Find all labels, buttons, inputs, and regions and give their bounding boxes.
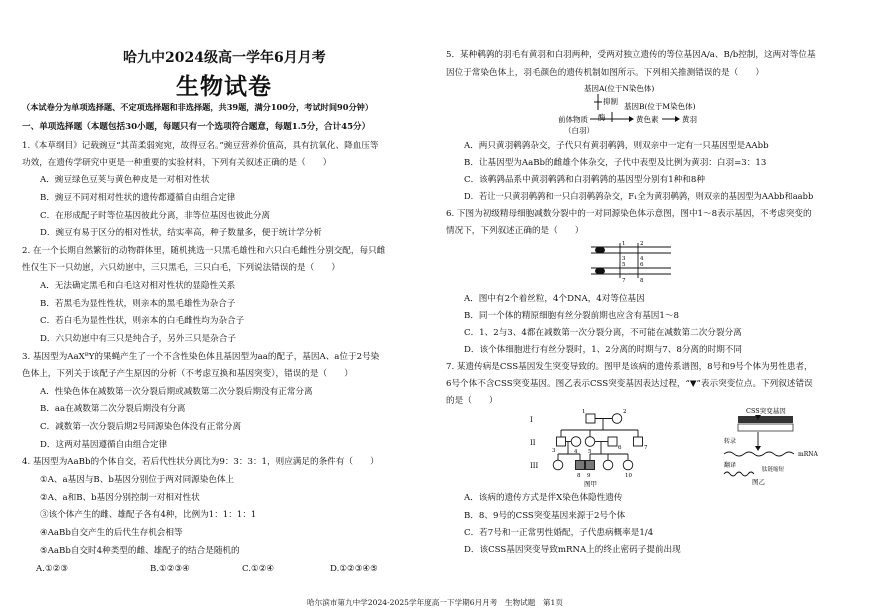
question-stem: 功效，在遗传学研究中更是一种重要的实验材料，下列有关叙述正确的是（ ） — [22, 158, 332, 168]
option-a: A．两只黄羽鹌鹑杂交，子代只有黄羽鹌鹑，则双亲中一定有一只基因型是AAbb — [464, 141, 769, 151]
option-c: C．若白毛为显性性状，则亲本的白毛雌性均为杂合子 — [40, 316, 245, 326]
individual-id: 3 — [552, 448, 556, 454]
question-stem: 性仅生下一只幼崽，六只幼崽中，三只黑毛，三只白毛，下列说法错误的是（ ） — [22, 263, 340, 273]
dna-strand-bottom — [738, 424, 793, 431]
option-a: A．该病的遗传方式是伴X染色体隐性遗传 — [464, 493, 623, 503]
statement-4: ④AaBb自交产生的后代生存机会相等 — [40, 528, 183, 538]
enzyme-label: 酶 — [598, 113, 606, 122]
option-d: D．豌豆有易于区分的相对性状，结实率高，种子数量多，便于统计学分析 — [40, 228, 322, 238]
individual-id: 9 — [587, 473, 591, 479]
option-b: B．让基因型为AaBb的雌雄个体杂交，子代中表型及比例为黄羽：白羽=3：13 — [464, 158, 767, 168]
gene-label: 5 — [622, 262, 626, 268]
page-footer: 哈尔滨市第九中学2024-2025学年度高一下学期6月月考 生物试题 第1页 — [307, 598, 563, 607]
inhibit-label: 抑制 — [603, 97, 618, 106]
precursor-label: 前体物质 — [558, 115, 588, 124]
centromere — [595, 268, 605, 275]
gene-label: 8 — [640, 278, 644, 284]
white-feather-label: （白羽） — [564, 126, 594, 135]
exam-title: 哈九中2024级高一学年6月月考 — [123, 50, 326, 66]
individual-id: 8 — [577, 473, 581, 479]
figure-b-caption: 图乙 — [752, 478, 765, 486]
male-7 — [634, 437, 643, 446]
arrow-head — [755, 446, 761, 451]
pedigree-diagram — [528, 408, 698, 488]
generation-label: I — [530, 416, 533, 424]
male-3 — [557, 437, 566, 446]
option-d: D.①②③④⑤ — [330, 564, 378, 574]
gene-label: 4 — [640, 256, 644, 262]
subject-title: 生物试卷 — [176, 73, 272, 100]
option-c: C．该鹌鹑品系中黄羽鹌鹑和白羽鹌鹑的基因型分别有1种和8种 — [464, 175, 705, 185]
option-d: D．六只幼崽中有三只是纯合子，另外三只是杂合子 — [40, 334, 236, 344]
question-stem: 4. 基因型为AaBb的个体自交，若后代性状分离比为9：3：3：1，则应满足的条件有（ ） — [22, 457, 379, 467]
transcription-label: 转录 — [724, 438, 737, 445]
question-stem: 7. 某遗传病是CSS基因发生突变导致的。图甲是该病的遗传系谱图，8号和9号个体为男性患者， — [446, 362, 813, 372]
individual-id: 5 — [588, 449, 592, 455]
statement-2: ②A、a和B、b基因分别控制一对相对性状 — [40, 493, 200, 503]
male-6 — [608, 437, 617, 446]
option-d: D．该个体细胞进行有丝分裂时，1、2分离的时期与7、8分离的时期不同 — [464, 345, 742, 355]
option-b: B．aa在减数第二次分裂后期没有分离 — [40, 404, 186, 414]
generation-label: II — [530, 439, 536, 447]
question-stem: 2. 在一个长期自然繁衍的动物群体里，随机挑选一只黑毛雄性和六只白毛雌性分别交配，每只雌 — [22, 246, 386, 256]
statement-1: ①A、a基因与B、b基因分别位于两对同源染色体上 — [40, 475, 235, 485]
question-stem: 因位于常染色体上，羽毛颜色的遗传机制如图所示。下列相关推测错误的是（ ） — [446, 68, 764, 78]
option-a: A.①②③ — [36, 564, 69, 574]
generation-label: III — [530, 462, 539, 470]
option-c: C．减数第一次分裂后期2号同源染色体没有正常分离 — [40, 422, 242, 432]
female-iii — [603, 460, 613, 470]
female-iii — [553, 460, 563, 470]
question-stem: 色体上，下列关于该配子产生原因的分析（不考虑互换和基因突变），错误的是（ ） — [22, 369, 353, 379]
css-gene-label: CSS突变基因 — [746, 407, 786, 415]
option-d: D．这两对基因遵循自由组合定律 — [40, 440, 168, 450]
individual-id: 2 — [623, 409, 627, 415]
option-b: B.①②③④ — [150, 564, 190, 574]
gene-label: 7 — [622, 278, 626, 284]
centromere — [595, 247, 605, 254]
gene-label: 6 — [640, 262, 644, 268]
question-stem: 5．某种鹌鹑的羽毛有黄羽和白羽两种，受两对独立遗传的等位基因A/a、B/b控制，这两对等位基 — [446, 50, 816, 60]
individual-id: 1 — [582, 409, 586, 415]
gene-label: 2 — [640, 241, 644, 247]
translation-label: 翻译 — [724, 462, 737, 469]
chromosome-diagram — [586, 238, 676, 288]
figure-a-caption: 图甲 — [584, 480, 597, 488]
male-1 — [586, 414, 595, 423]
option-d: D．若让一只黄羽鹌鹑和一只白羽鹌鹑杂交，F₁全为黄羽鹌鹑，则双亲的基因型为AAbb和aabb — [464, 191, 814, 201]
female-5 — [585, 437, 595, 447]
question-stem: 1.《本草纲目》记载豌豆“其苗柔弱宛宛，故得豆名。”豌豆营养价值高，具有抗氧化、降血压等 — [22, 141, 379, 151]
question-stem: 情况下，下列叙述正确的是（ ） — [446, 226, 584, 236]
affected-male-8 — [576, 461, 585, 470]
question-stem: 的是（ ） — [446, 396, 498, 406]
question-stem: 6号个体不含CSS突变基因。图乙表示CSS突变基因表达过程，“▼”表示突变位点。下列叙述错误 — [446, 379, 813, 389]
female-2 — [612, 414, 622, 424]
option-a: A．图中有2个着丝粒，4个DNA，4对等位基因 — [464, 294, 645, 304]
question-stem: 3. 基因型为AaXᴮY的果蝇产生了一个不含性染色体且基因型为aa的配子，基因A、a位于2号染 — [22, 352, 380, 362]
question-stem: 6. 下图为初级精母细胞减数分裂中的一对同源染色体示意图，图中1～8表示基因，不考虑突变的 — [446, 209, 812, 219]
individual-id: 7 — [644, 445, 648, 451]
individual-id: 4 — [574, 449, 578, 455]
statement-5: ⑤AaBb自交时4种类型的雌、雄配子的结合是随机的 — [40, 546, 240, 556]
option-c: C．若7号和一正常男性婚配，子代患病概率是1/4 — [464, 528, 654, 538]
arrow-head — [629, 116, 634, 122]
gene-label: 1 — [622, 241, 626, 247]
option-b: B．8、9号的CSS突变基因来源于2号个体 — [464, 511, 626, 521]
mrna-strand — [724, 452, 794, 456]
section-heading: 一、单项选择题（本题包括30小题，每题只有一个选项符合题意，每题1.5分，合计45分） — [22, 122, 371, 132]
yellow-feather-label: 黄羽 — [682, 115, 697, 124]
option-c: C.①②④ — [242, 564, 275, 574]
peptide-chain — [724, 472, 754, 476]
option-b: B．若黑毛为显性性状，则亲本的黑毛雄性为杂合子 — [40, 299, 236, 309]
female-10 — [623, 460, 633, 470]
option-c: C．1、2与3、4都在减数第一次分裂分离，不可能在减数第二次分裂分离 — [464, 328, 742, 338]
yellow-pigment-label: 黄色素 — [636, 115, 659, 124]
option-a: A．豌豆绿色豆荚与黄色种皮是一对相对性状 — [40, 175, 210, 185]
peptide-label: 肽链缩短 — [762, 467, 785, 473]
option-d: D．该CSS基因突变导致mRNA上的终止密码子提前出现 — [464, 545, 681, 555]
dna-strand-top — [738, 416, 793, 423]
gene-b-label: 基因B(位于M染色体) — [624, 102, 696, 111]
gene-label: 3 — [622, 256, 626, 262]
gene-a-label: 基因A(位于N染色体) — [584, 84, 655, 93]
option-b: B．豌豆不同对相对性状的遗传都遵循自由组合定律 — [40, 193, 236, 203]
option-b: B．同一个体的精原细胞有丝分裂前期也应含有基因1～8 — [464, 311, 679, 321]
arrow-head — [675, 116, 680, 122]
mrna-label: mRNA — [798, 451, 818, 458]
gene-expression-diagram — [704, 405, 824, 487]
pathway-diagram — [446, 80, 850, 136]
female-4 — [571, 437, 581, 447]
option-a: A．性染色体在减数第一次分裂后期或减数第二次分裂后期没有正常分离 — [40, 387, 313, 397]
option-a: A．无法确定黑毛和白毛这对相对性状的显隐性关系 — [40, 281, 236, 291]
statement-3: ③该个体产生的雌、雄配子各有4种，比例为1：1：1：1 — [40, 510, 257, 520]
affected-male-9 — [586, 461, 595, 470]
individual-id: 6 — [618, 445, 622, 451]
individual-id: 10 — [625, 473, 632, 479]
option-c: C．在形成配子时等位基因彼此分离，非等位基因也彼此分离 — [40, 211, 271, 221]
exam-note: （本试卷分为单项选择题、不定项选择题和非选择题，共39题，满分100分，考试时间90分钟） — [22, 102, 374, 112]
